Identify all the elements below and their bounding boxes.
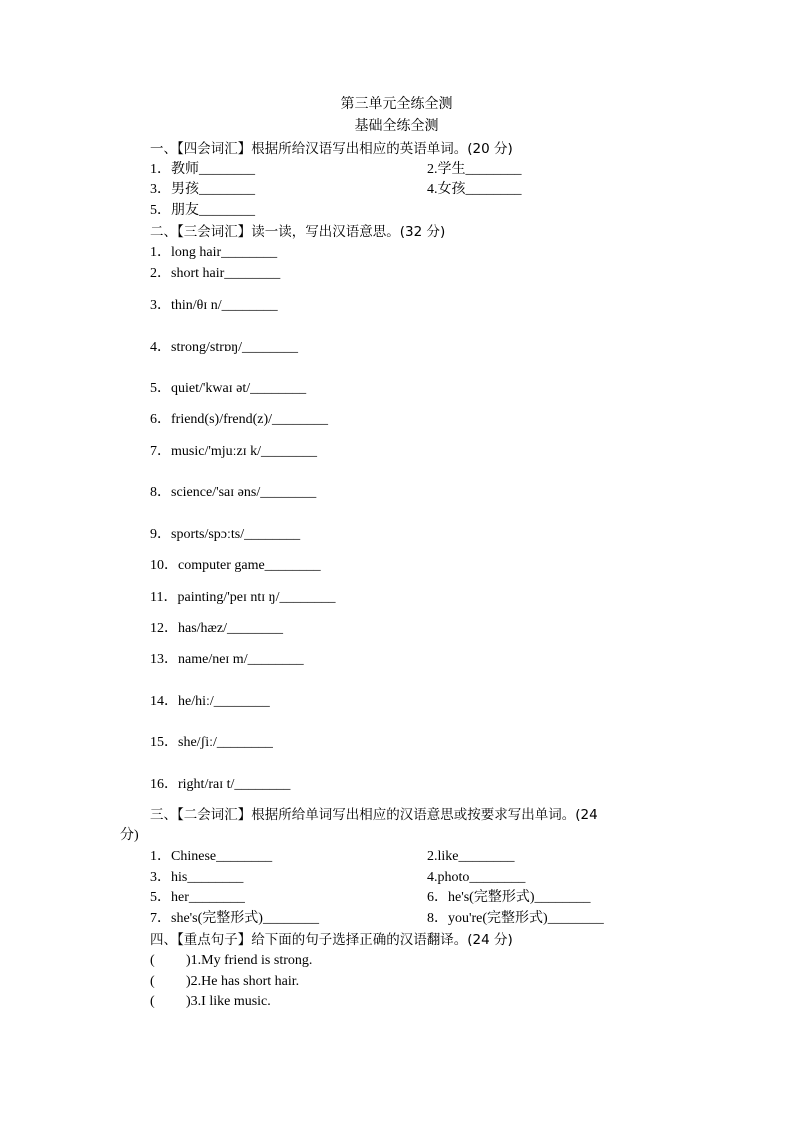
section3-item-2: 2.like________ — [427, 849, 515, 864]
section4-item-3-text: )3.I like music. — [186, 994, 271, 1009]
section4-item-3 — [150, 993, 271, 1011]
section3-item-3: 3．his________ — [150, 870, 244, 885]
section3-heading: 三、【二会词汇】根据所给单词写出相应的汉语意思或按要求写出单词。(24 — [150, 807, 598, 823]
section2-item-14: 14．he/hiː/________ — [150, 694, 270, 709]
section2-item-3: 3．thin/θɪ n/________ — [150, 298, 278, 313]
section2-item-10: 10．computer game________ — [150, 558, 321, 573]
section3-item-4: 4.photo________ — [427, 870, 526, 885]
section2-item-15: 15．she/ʃiː/________ — [150, 735, 273, 750]
section2-item-16: 16．right/raɪ t/________ — [150, 777, 291, 792]
section2-heading: 二、【三会词汇】读一读，写出汉语意思。(32 分) — [150, 224, 446, 240]
section2-item-1: 1．long hair________ — [150, 245, 278, 260]
answer-blank: ( — [150, 953, 155, 968]
section2-item-8: 8．science/'saɪ əns/________ — [150, 485, 317, 500]
section2-item-9: 9．sports/spɔːts/________ — [150, 527, 301, 542]
answer-blank: ( — [150, 974, 155, 989]
section2-item-5: 5．quiet/'kwaɪ ət/________ — [150, 381, 307, 396]
section2-item-4: 4．strong/strɒŋ/________ — [150, 340, 299, 355]
section4-heading: 四、【重点句子】给下面的句子选择正确的汉语翻译。(24 分) — [150, 932, 513, 948]
page-subtitle: 基础全练全测 — [354, 119, 439, 134]
section1-item-5: 5．朋友________ — [150, 203, 255, 218]
section4-item-1 — [150, 952, 312, 970]
section1-heading: 一、【四会词汇】根据所给汉语写出相应的英语单词。(20 分) — [150, 141, 513, 157]
section3-heading-continued: 分) — [120, 828, 139, 843]
section3-item-5: 5．her________ — [150, 890, 245, 905]
page-title: 第三单元全练全测 — [340, 97, 453, 112]
section3-item-7: 7．she's(完整形式)________ — [150, 911, 319, 926]
section1-item-2: 2.学生________ — [427, 162, 522, 177]
section4-item-2-text: )2.He has short hair. — [186, 974, 300, 989]
section2-item-11: 11．painting/'peɪ ntɪ ŋ/________ — [150, 590, 336, 605]
section3-item-8: 8．you're(完整形式)________ — [427, 911, 604, 926]
section1-item-4: 4.女孩________ — [427, 182, 522, 197]
section2-item-6: 6．friend(s)/frend(z)/________ — [150, 412, 329, 427]
section1-item-3: 3．男孩________ — [150, 182, 255, 197]
section4-item-1-text: )1.My friend is strong. — [186, 953, 313, 968]
section2-item-12: 12．has/hæz/________ — [150, 621, 283, 636]
section1-item-1: 1．教师________ — [150, 162, 255, 177]
section3-item-1: 1．Chinese________ — [150, 849, 273, 864]
section2-item-13: 13．name/neɪ m/________ — [150, 652, 304, 667]
answer-blank: ( — [150, 994, 155, 1009]
section4-item-2 — [150, 973, 299, 991]
section2-item-7: 7．music/'mjuːzɪ k/________ — [150, 444, 318, 459]
section2-item-2: 2．short hair________ — [150, 266, 281, 281]
section3-item-6: 6．he's(完整形式)________ — [427, 890, 591, 905]
